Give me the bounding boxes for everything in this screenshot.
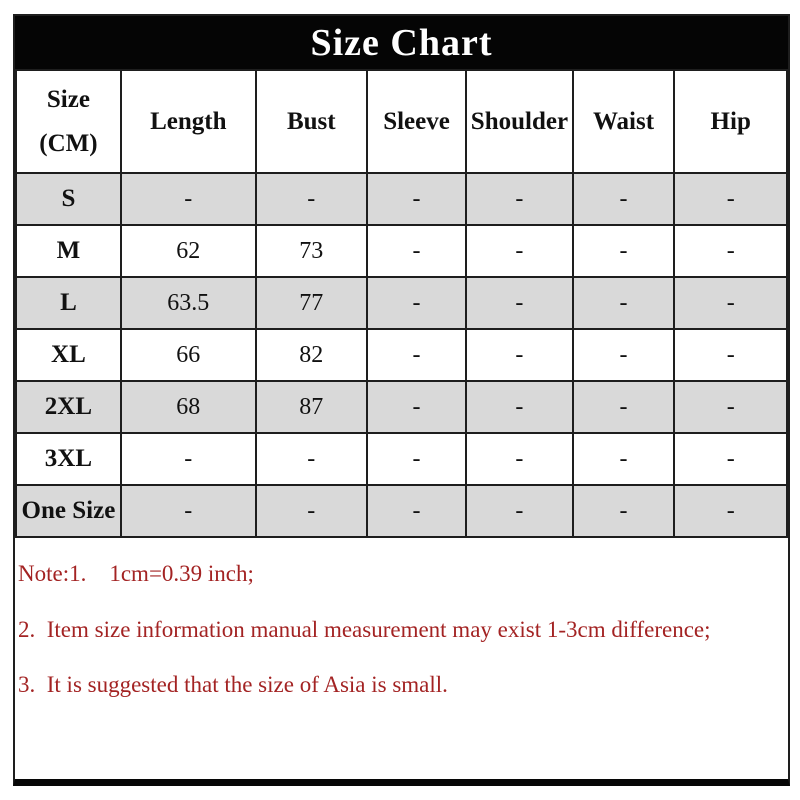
column-header-sublabel: (CM) xyxy=(39,129,98,157)
value-cell-m-bust: 73 xyxy=(256,225,367,277)
table-row-xl xyxy=(16,329,787,381)
value-cell-l-bust: 77 xyxy=(256,277,367,329)
column-header-size xyxy=(16,70,121,173)
chart-title: Size Chart xyxy=(310,21,493,64)
table-row-m xyxy=(16,225,787,277)
value-cell-2xl-bust: 87 xyxy=(256,381,367,433)
size-label-m: M xyxy=(16,225,121,277)
table-row-2xl xyxy=(16,381,787,433)
note-line-2: 2. Item size information manual measurement may exist 1-3cm difference; xyxy=(18,616,711,642)
value-cell-2xl-shoulder: - xyxy=(466,381,572,433)
value-cell-m-shoulder: - xyxy=(466,225,572,277)
size-label-2xl: 2XL xyxy=(16,381,121,433)
notes xyxy=(15,538,788,779)
size-table xyxy=(15,69,788,538)
value-cell-3xl-sleeve: - xyxy=(367,433,466,485)
value-cell-l-waist: - xyxy=(573,277,675,329)
value-cell-3xl-shoulder: - xyxy=(466,433,572,485)
value-cell-one-size-sleeve: - xyxy=(367,485,466,537)
header-row xyxy=(16,70,787,173)
note-line-3: 3. It is suggested that the size of Asia is small. xyxy=(18,672,448,698)
value-cell-xl-length: 66 xyxy=(121,329,256,381)
value-cell-xl-hip: - xyxy=(674,329,787,381)
value-cell-xl-waist: - xyxy=(573,329,675,381)
column-header-label: Size xyxy=(46,85,90,113)
column-header-label: Hip xyxy=(710,107,751,135)
value-cell-l-hip: - xyxy=(674,277,787,329)
value-cell-2xl-hip: - xyxy=(674,381,787,433)
column-header-bust xyxy=(256,70,367,173)
value-cell-one-size-waist: - xyxy=(573,485,675,537)
value-cell-xl-sleeve: - xyxy=(367,329,466,381)
table-row-l xyxy=(16,277,787,329)
column-header-sleeve xyxy=(367,70,466,173)
value-cell-s-hip: - xyxy=(674,173,787,225)
value-cell-xl-shoulder: - xyxy=(466,329,572,381)
table-row-3xl xyxy=(16,433,787,485)
value-cell-one-size-shoulder: - xyxy=(466,485,572,537)
value-cell-3xl-length: - xyxy=(121,433,256,485)
value-cell-xl-bust: 82 xyxy=(256,329,367,381)
column-header-hip xyxy=(674,70,787,173)
size-label-3xl: 3XL xyxy=(16,433,121,485)
column-header-waist xyxy=(573,70,675,173)
table-row-one-size xyxy=(16,485,787,537)
value-cell-s-bust: - xyxy=(256,173,367,225)
size-table-body xyxy=(16,173,787,537)
value-cell-2xl-length: 68 xyxy=(121,381,256,433)
value-cell-one-size-bust: - xyxy=(256,485,367,537)
note-line-1: Note:1. 1cm=0.39 inch; xyxy=(18,561,254,586)
value-cell-one-size-hip: - xyxy=(674,485,787,537)
size-chart-sheet xyxy=(13,14,790,786)
value-cell-3xl-waist: - xyxy=(573,433,675,485)
value-cell-s-waist: - xyxy=(573,173,675,225)
value-cell-l-shoulder: - xyxy=(466,277,572,329)
size-label-one-size: One Size xyxy=(16,485,121,537)
value-cell-3xl-bust: - xyxy=(256,433,367,485)
column-header-label: Bust xyxy=(286,107,336,135)
value-cell-s-shoulder: - xyxy=(466,173,572,225)
column-header-label: Shoulder xyxy=(470,107,569,135)
column-header-label: Length xyxy=(150,107,227,135)
title-bar xyxy=(15,16,788,69)
value-cell-l-sleeve: - xyxy=(367,277,466,329)
value-cell-one-size-length: - xyxy=(121,485,256,537)
value-cell-s-sleeve: - xyxy=(367,173,466,225)
table-row-s xyxy=(16,173,787,225)
value-cell-2xl-waist: - xyxy=(573,381,675,433)
value-cell-m-hip: - xyxy=(674,225,787,277)
size-label-s: S xyxy=(16,173,121,225)
column-header-label: Waist xyxy=(592,107,655,135)
value-cell-m-length: 62 xyxy=(121,225,256,277)
value-cell-m-waist: - xyxy=(573,225,675,277)
column-header-label: Sleeve xyxy=(383,107,450,135)
value-cell-s-length: - xyxy=(121,173,256,225)
value-cell-3xl-hip: - xyxy=(674,433,787,485)
size-label-xl: XL xyxy=(16,329,121,381)
value-cell-2xl-sleeve: - xyxy=(367,381,466,433)
column-header-length xyxy=(121,70,256,173)
size-label-l: L xyxy=(16,277,121,329)
value-cell-m-sleeve: - xyxy=(367,225,466,277)
column-header-shoulder xyxy=(466,70,572,173)
value-cell-l-length: 63.5 xyxy=(121,277,256,329)
